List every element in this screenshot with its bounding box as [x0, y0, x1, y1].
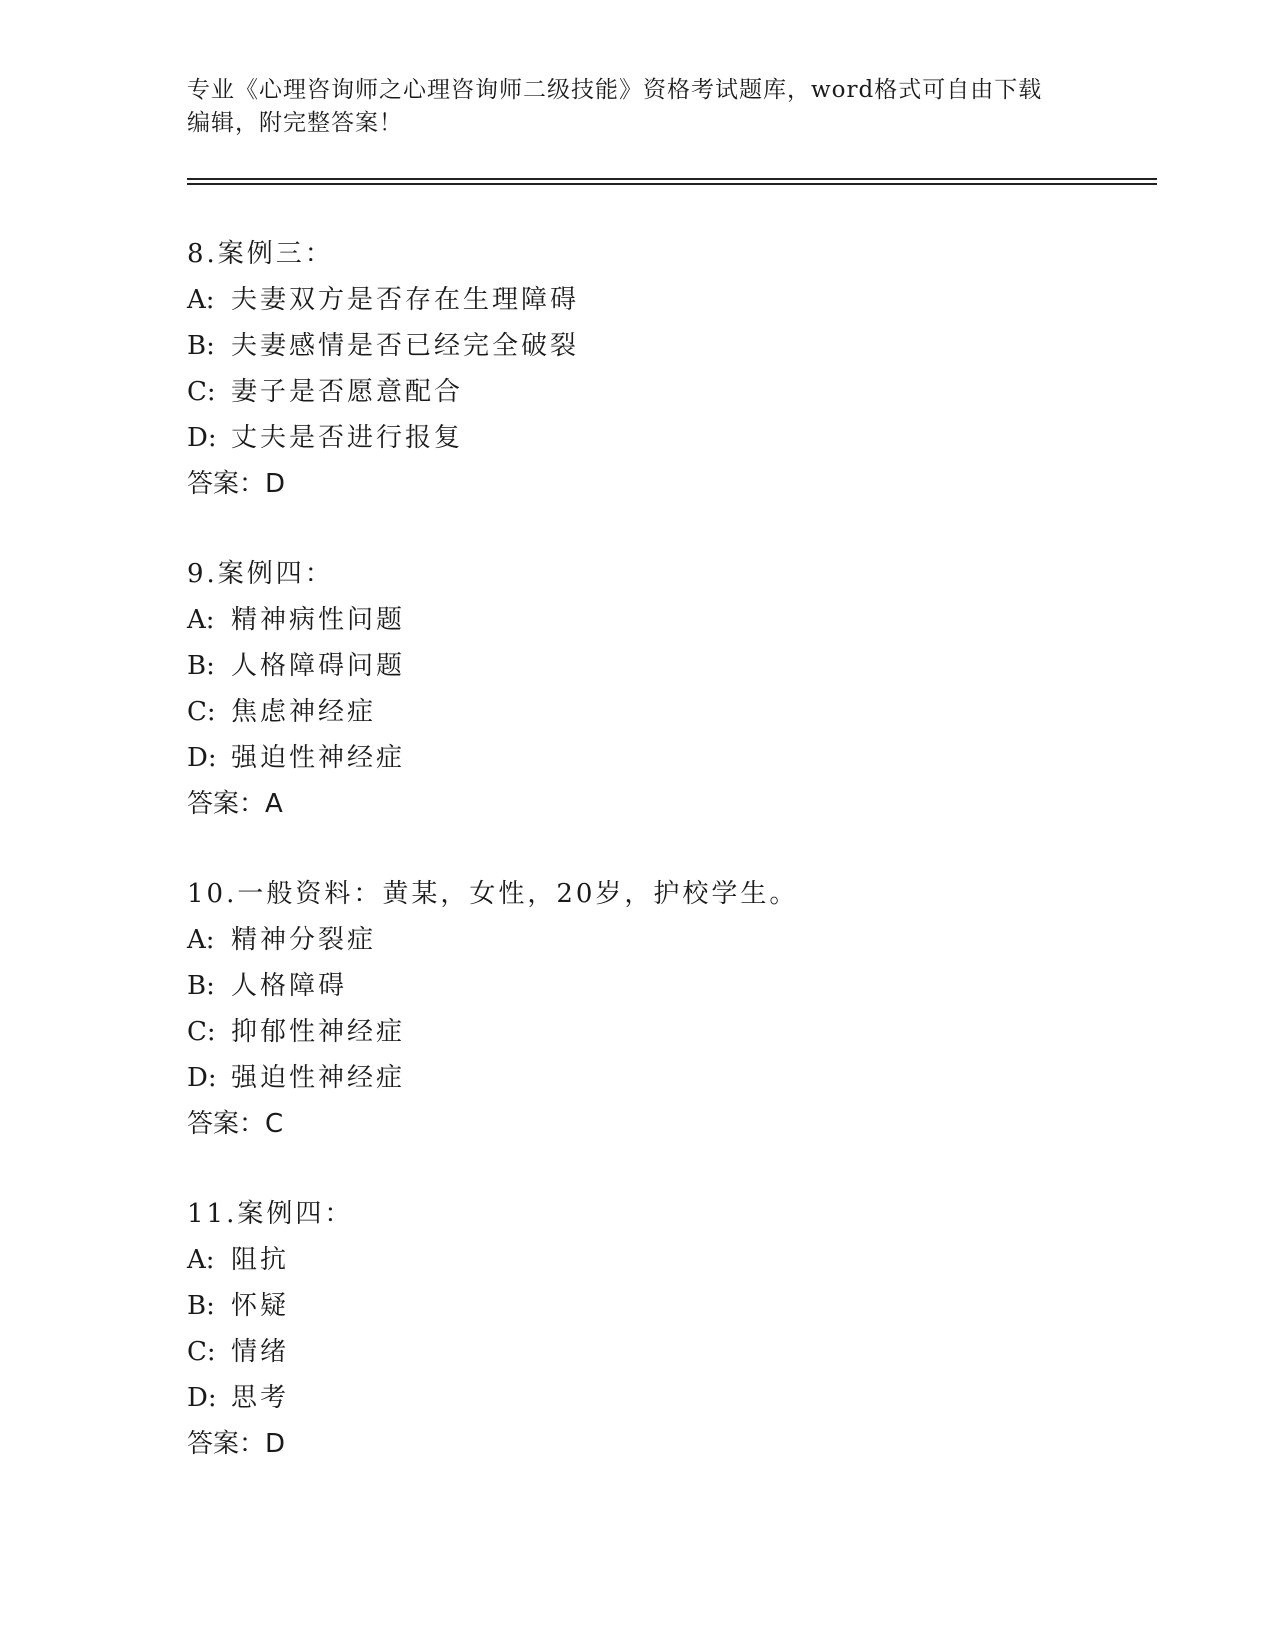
question-11 — [187, 1191, 1147, 1467]
option-b — [187, 963, 1147, 1009]
option-c — [187, 1329, 1147, 1375]
option-c — [187, 689, 1147, 735]
option-b — [187, 323, 1147, 369]
option-label: A: — [187, 285, 215, 315]
option-a — [187, 597, 1147, 643]
option-d — [187, 1055, 1147, 1101]
option-text: 精神病性问题 — [231, 605, 406, 635]
option-label: A: — [187, 1245, 215, 1275]
option-text: 人格障碍 — [231, 971, 348, 1001]
option-a — [187, 1237, 1147, 1283]
document-header — [187, 74, 1087, 140]
option-c — [187, 1009, 1147, 1055]
answer-line: 答案：D — [187, 1429, 286, 1459]
option-a — [187, 277, 1147, 323]
option-text: 怀疑 — [231, 1291, 290, 1321]
option-text: 阻抗 — [231, 1245, 290, 1275]
option-label: A: — [187, 605, 215, 635]
option-label: B: — [187, 971, 215, 1001]
header-line-2: 编辑，附完整答案！ — [187, 110, 403, 136]
option-label: C: — [187, 1017, 216, 1047]
question-title: 10.一般资料：黄某，女性，20岁，护校学生。 — [187, 879, 799, 909]
option-a — [187, 917, 1147, 963]
option-text: 强迫性神经症 — [231, 743, 406, 773]
option-label: A: — [187, 925, 215, 955]
option-text: 夫妻感情是否已经完全破裂 — [231, 331, 580, 361]
option-label: C: — [187, 697, 216, 727]
question-title: 9.案例四： — [187, 559, 334, 589]
option-label: C: — [187, 1337, 216, 1367]
answer-line: 答案：C — [187, 1109, 284, 1139]
option-label: B: — [187, 331, 215, 361]
option-text: 焦虑神经症 — [231, 697, 377, 727]
option-d — [187, 415, 1147, 461]
question-9 — [187, 551, 1147, 827]
header-divider-top — [187, 178, 1157, 180]
question-title: 8.案例三： — [187, 239, 334, 269]
option-text: 夫妻双方是否存在生理障碍 — [231, 285, 580, 315]
question-10 — [187, 871, 1147, 1147]
option-text: 丈夫是否进行报复 — [231, 423, 464, 453]
option-b — [187, 1283, 1147, 1329]
option-label: D: — [187, 1383, 217, 1413]
option-label: D: — [187, 743, 217, 773]
option-label: C: — [187, 377, 216, 407]
question-title: 11.案例四： — [187, 1199, 354, 1229]
question-8 — [187, 231, 1147, 507]
option-d — [187, 735, 1147, 781]
option-d — [187, 1375, 1147, 1421]
option-text: 妻子是否愿意配合 — [231, 377, 464, 407]
answer-line: 答案：A — [187, 789, 283, 819]
option-text: 抑郁性神经症 — [231, 1017, 406, 1047]
option-text: 人格障碍问题 — [231, 651, 406, 681]
option-b — [187, 643, 1147, 689]
option-text: 强迫性神经症 — [231, 1063, 406, 1093]
option-label: B: — [187, 1291, 215, 1321]
header-line-1: 专业《心理咨询师之心理咨询师二级技能》资格考试题库，word格式可自由下载 — [187, 77, 1043, 103]
option-label: D: — [187, 423, 217, 453]
option-label: D: — [187, 1063, 217, 1093]
option-label: B: — [187, 651, 215, 681]
option-text: 精神分裂症 — [231, 925, 377, 955]
option-c — [187, 369, 1147, 415]
header-divider-bottom — [187, 183, 1157, 185]
option-text: 思考 — [231, 1383, 290, 1413]
answer-line: 答案：D — [187, 469, 286, 499]
option-text: 情绪 — [231, 1337, 290, 1367]
